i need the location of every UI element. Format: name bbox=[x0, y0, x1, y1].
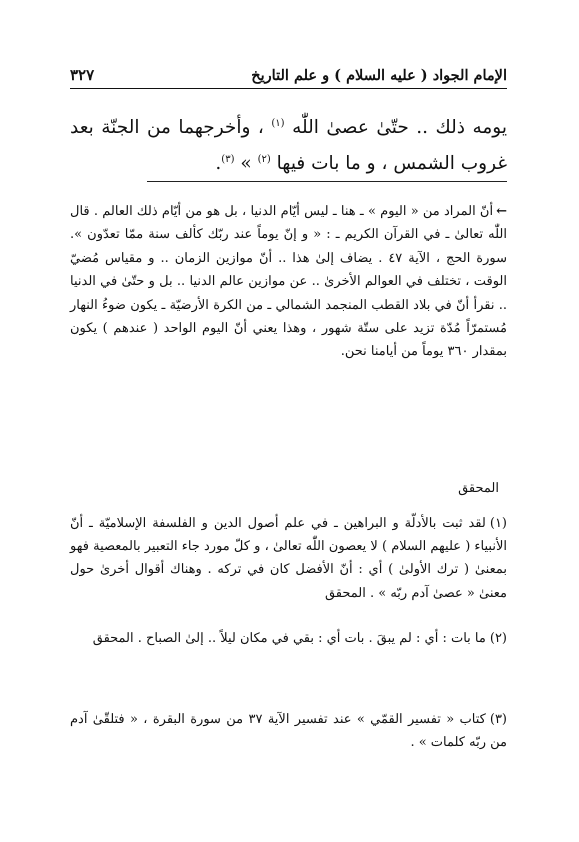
footnote-ref-1: (١) bbox=[271, 117, 285, 129]
footnote-marker-1: (١) bbox=[489, 516, 507, 531]
footnote-1 bbox=[70, 512, 507, 605]
continued-footnote-text: أنّ المراد من « اليوم » ـ هنا ـ ليس أيّام الدنيا ، بل هو من أيّام ذلك العالم . قال اللّٰه تعالىٰ ـ في القرآن الكريم ـ : « و إنّ يوماً عند ربّك كألف سنة ممّا تعدّون ». سورة الحج ، الآية ٤٧ . يضاف إلىٰ هذا .. أنّ موازين الزمان .. و مقياس مُضيّ الوقت ، تختلف في العوالم الأخرىٰ .. عن موازين عالم الدنيا .. بل و حتّىٰ في الدنيا .. نقرأ أنّ في بلاد القطب المنجمد الشمالي ـ من الكرة الأرضيّة ـ يكون ضوءُ النهار مُستمرّاً مُدّة تزيد على ستّة شهور ، وهذا يعني أنّ اليوم الواحد ( عندهم ) يكون بمقدار ٣٦٠ يوماً من أيامنا نحن. bbox=[70, 204, 507, 360]
main-text-part-3: » bbox=[240, 153, 252, 174]
footnote-ref-3: (٣) bbox=[221, 153, 235, 165]
main-text-part-4: . bbox=[215, 153, 222, 174]
footnote-ref-2: (٢) bbox=[257, 153, 271, 165]
continued-footnote-signature: المحقق bbox=[458, 481, 499, 496]
footnote-marker-3: (٣) bbox=[489, 712, 507, 727]
running-title: الإمام الجواد ( عليه السلام ) و علم التاريخ bbox=[251, 67, 507, 84]
footnote-marker-2: (٢) bbox=[489, 631, 507, 646]
header-rule bbox=[70, 88, 507, 89]
continuation-arrow-icon: ← bbox=[496, 204, 507, 219]
page-number: ٣٢٧ bbox=[70, 66, 95, 84]
footnote-2 bbox=[70, 627, 507, 650]
footnote-3 bbox=[70, 708, 507, 754]
footnote-text-1: لقد ثبت بالأدلّة و البراهين ـ في علم أصول الدين و الفلسفة الإسلاميّة ـ أنّ الأنبياء ( عليهم السلام ) لا يعصون اللّٰه تعالىٰ ، و كلّ مورد جاء التعبير بالمعصية فهو بمعنىٰ ( ترك الأولىٰ ) أي : أنّ الأفضل كان في تركه . وهناك أقوال أخرىٰ حول معنىٰ « عصىٰ آدم ربّه » . المحقق bbox=[70, 516, 507, 601]
page-header bbox=[70, 62, 507, 84]
continued-footnote bbox=[70, 200, 507, 364]
main-text-part-2: ، وأخرجهما من الجنّة بعد غروب الشمس ، و ما بات فيها bbox=[70, 117, 507, 174]
footnote-separator bbox=[147, 181, 507, 182]
main-text-paragraph bbox=[70, 110, 507, 182]
footnote-text-2: ما بات : أي : لم يبقَ . بات أي : بقي في مكان ليلاً .. إلىٰ الصباح . المحقق bbox=[92, 631, 486, 646]
footnote-text-3: كتاب « تفسير القمّي » عند تفسير الآية ٣٧ من سورة البقرة ، « فتلقّىٰ آدم من ربّه كلمات » . bbox=[70, 712, 507, 751]
main-text-part-1: يومه ذلك .. حتّىٰ عصىٰ اللّٰه bbox=[292, 117, 507, 138]
